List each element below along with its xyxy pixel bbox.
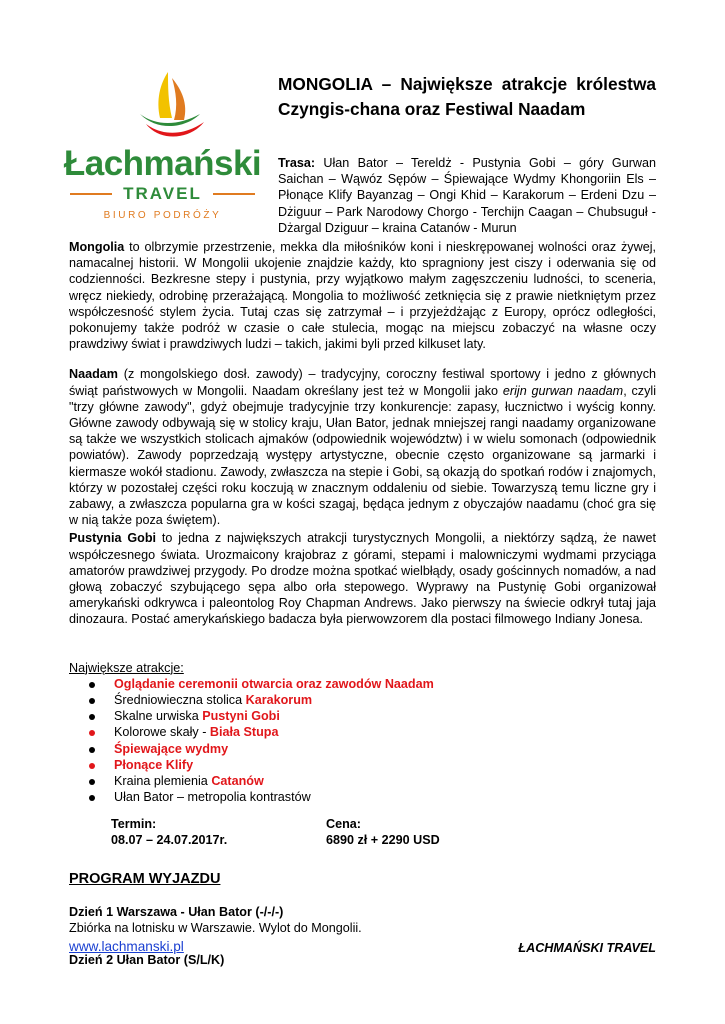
- logo-subtitle: BIURO PODRÓŻY: [103, 210, 222, 221]
- route-text: Ułan Bator – Tereldż - Pustynia Gobi – góry Gurwan Saichan – Wąwóz Sępów – Śpiewające Wydmy Khongoriin Els – Płonące Klify Bayanzag – Ongi Khid – Karakorum – Erdeni Dzu – Dżiguur – Park Narodowy Chorgo - Terchijn Caagan – Chubsuguł - Dżargal Dziguur – kraina Catanów - Murun: [278, 156, 656, 235]
- price-label: Cena:: [326, 816, 361, 831]
- list-item-highlight: Oglądanie ceremonii otwarcia oraz zawodów Naadam: [114, 676, 434, 691]
- list-item: [69, 757, 656, 773]
- day2-title: Dzień 2 Ułan Bator (S/L/K): [69, 953, 225, 968]
- bullet-icon: [89, 763, 95, 769]
- price-column: [326, 816, 440, 848]
- logo-travel-row: [70, 184, 255, 204]
- bullet-icon: [89, 795, 95, 801]
- naadam-text-2: , czyli "trzy główne zawody", gdyż obejmuje tradycyjnie trzy konkurencje: zapasy, łucznictwo i wyścig konny. Główne zawody odbywają się w stolicy kraju, Ułan Bator, jednak mniejszej rangi naadamy organizowane są także we wszystkich stolicach ajmaków (odpowiednik województw) i w wielu somonach (odpowiednik powiatów). Zawody poprzedzają występy artystyczne, obecnie często organizowane są jarmarki i kiermasze wokół stadionu. Zawody, zwłaszcza na stepie i Gobi, są okazją do spotkań rodów i znajomych, którzy w pozostałej części roku koczują w znacznym oddaleniu od siebie. Towarzyszą temu liczne gry i zabawy, a zwłaszcza popularna gra w kości szagaj, będąca jednym z obyczajów naadamu (choć gra się w nią także poza świętem).: [69, 383, 657, 528]
- price-value: 6890 zł + 2290 USD: [326, 832, 440, 847]
- sailboat-logo-icon: [138, 70, 208, 142]
- day1-title: Dzień 1 Warszawa - Ułan Bator (-/-/-): [69, 904, 284, 919]
- list-item-text: Skalne urwiska: [114, 709, 203, 724]
- list-item-highlight: Catanów: [211, 774, 264, 789]
- list-item-highlight: Śpiewające wydmy: [114, 741, 229, 756]
- route-paragraph: [278, 155, 656, 236]
- mongolia-term: Mongolia: [69, 240, 125, 254]
- terms-block: [69, 816, 656, 850]
- attractions-heading: Największe atrakcje:: [69, 660, 184, 675]
- bullet-icon: [89, 747, 95, 753]
- date-value: 08.07 – 24.07.2017r.: [111, 832, 228, 847]
- list-item: [69, 708, 656, 724]
- list-item-text: Kraina plemienia: [114, 774, 212, 789]
- list-item-highlight: Biała Stupa: [209, 725, 279, 740]
- list-item-text: Średniowieczna stolica: [114, 693, 246, 708]
- list-item-highlight: Pustyni Gobi: [202, 709, 280, 724]
- date-label: Termin:: [111, 816, 157, 831]
- naadam-paragraph: [69, 366, 656, 528]
- list-item-text: Ułan Bator – metropolia kontrastów: [114, 790, 311, 805]
- gobi-term: Pustynia Gobi: [69, 531, 157, 546]
- route-label: Trasa:: [278, 156, 316, 170]
- date-column: [111, 816, 227, 848]
- naadam-term: Naadam: [69, 367, 118, 382]
- gobi-text: to jedna z największych atrakcji turystycznych Mongolii, a niektórzy sądzą, że nawet współczesnego świata. Urozmaicony krajobraz z górami, stepami i malowniczymi wydmami przyciąga amatorów prawdziwej przygody. Po drodze można spotkać wielbłądy, osady gościnnych nomadów, a nad głową zobaczyć szybującego sępa albo orła stepowego. Wyprawy na Pustynię Gobi organizował amerykański odkrywca i paleontolog Roy Chapman Andrews. Jako pierwszy na świecie odkrył tutaj jaja dinozaura. Postać amerykańskiego badacza była pierwowzorem dla postaci filmowego Indiany Jonesa.: [69, 531, 657, 627]
- logo-rule-right: [213, 193, 255, 195]
- naadam-text-1: (z mongolskiego dosł. zawody) – tradycyjny, coroczny festiwal sportowy i jedno z głównych świąt państwowych w Mongolii. Naadam określany jest też w Mongolii jako: [69, 367, 656, 398]
- list-item: [69, 741, 656, 757]
- bullet-icon: [89, 698, 95, 704]
- naadam-italic: erijn gurwan naadam: [502, 383, 624, 398]
- program-heading: PROGRAM WYJAZDU: [69, 870, 221, 887]
- website-link[interactable]: www.lachmanski.pl: [69, 939, 184, 954]
- mongolia-text: to olbrzymie przestrzenie, mekka dla miłośników koni i nieskrępowanej wolności oraz żywej, namacalnej historii. W Mongolii ukojenie znajdzie każdy, kto spragniony jest ciszy i oderwania się od codzienności. Bezkresne stepy i pustynia, przy wyjątkowo małym zagęszczeniu ludności, to sceneria, wręcz niekiedy, odrobinę przerażającą. Mongolia to możliwość zetknięcia się z prawie nietkniętym przez współczesność stylem życia. Tutaj czas się zatrzymał – i przyjeżdżając z Europy, oprócz odległości, pokonujemy także podróż w czasie o całe stulecia, mogąc na miejscu zobaczyć na własne oczy prawdziwy świat i prawdziwych ludzi – takich, jakimi byli przed kilkuset laty.: [69, 240, 656, 352]
- list-item: [69, 773, 656, 789]
- list-item: [69, 724, 656, 740]
- bullet-icon: [89, 730, 95, 736]
- logo-wordmark: Łachmański: [63, 144, 262, 183]
- attractions-list: [69, 676, 656, 806]
- bullet-icon: [89, 779, 95, 785]
- list-item: [69, 676, 656, 692]
- page-title: MONGOLIA – Największe atrakcje królestwa Czyngis-chana oraz Festiwal Naadam: [278, 74, 656, 119]
- list-item: [69, 789, 656, 805]
- day1-text: Zbiórka na lotnisku w Warszawie. Wylot do Mongolii.: [69, 920, 362, 935]
- gobi-paragraph: [69, 530, 656, 627]
- mongolia-paragraph: [69, 239, 656, 352]
- bullet-icon: [89, 714, 95, 720]
- footer-brand: ŁACHMAŃSKI TRAVEL: [518, 941, 656, 955]
- list-item-highlight: Płonące Klify: [114, 757, 194, 772]
- list-item-text: Kolorowe skały -: [114, 725, 210, 740]
- main-content: [69, 239, 656, 968]
- list-item-highlight: Karakorum: [245, 693, 313, 708]
- company-logo: [60, 70, 265, 230]
- list-item: [69, 692, 656, 708]
- bullet-icon: [89, 682, 95, 688]
- logo-travel-text: TRAVEL: [123, 184, 202, 203]
